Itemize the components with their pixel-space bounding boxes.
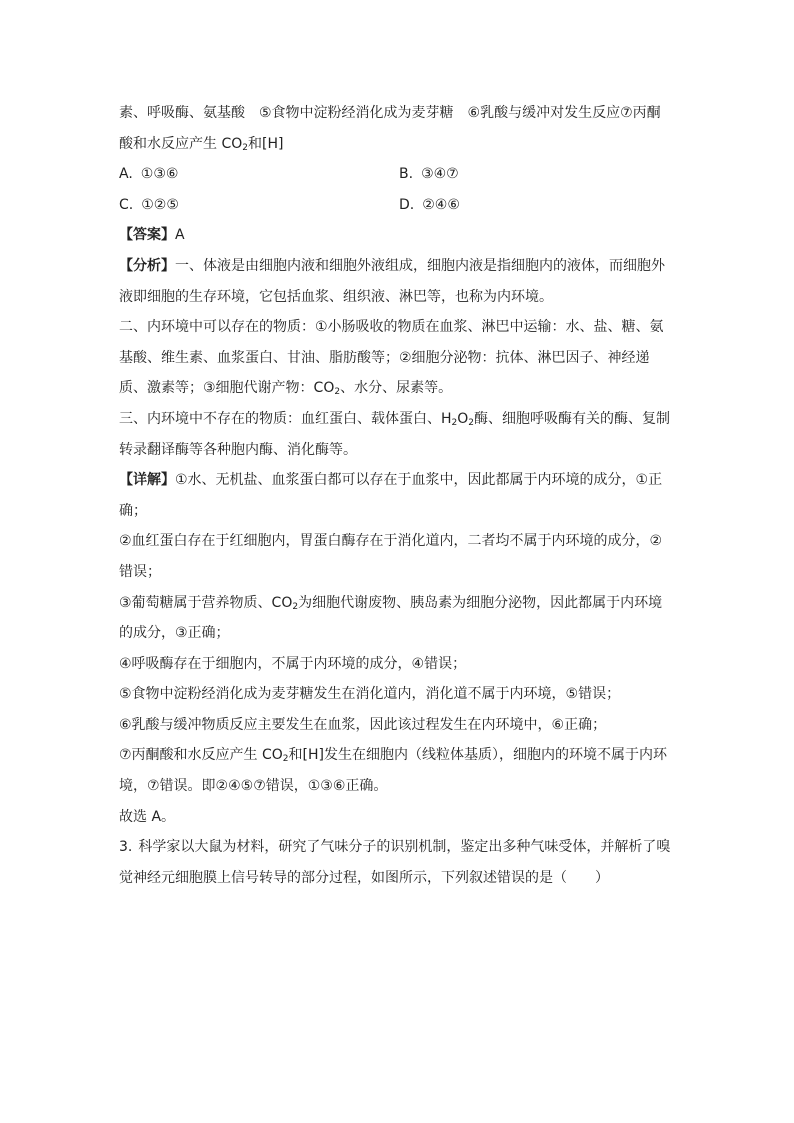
analysis-text: 转录翻译酶等各种胞内酶、消化酶等。 [119,441,357,458]
detail-line [119,740,679,771]
option-c [119,190,399,221]
analysis-tag: 【分析】 [119,257,175,274]
analysis-text: O [457,410,469,427]
detail-text: ①水、无机盐、血浆蛋白都可以存在于血浆中，因此都属于内环境的成分，①正 [175,472,663,489]
subscript: 2 [242,142,248,153]
option-label: D. [399,196,415,213]
analysis-line [119,373,679,404]
option-label: A. [119,166,133,183]
question-3-line [119,863,679,894]
option-a [119,159,399,190]
stem-text: 和[H] [247,135,284,152]
detail-line [119,649,679,680]
option-label: C. [119,196,134,213]
analysis-text: 三、内环境中不存在的物质：血红蛋白、载体蛋白、H [119,410,452,427]
analysis-text: 一、体液是由细胞内液和细胞外液组成，细胞内液是指细胞内的液体，而细胞外 [175,257,665,274]
detail-line [119,710,679,741]
detail-tag: 【详解】 [119,472,175,489]
options-row [119,190,679,221]
detail-text: ④呼吸酶存在于细胞内，不属于内环境的成分，④错误； [119,655,467,672]
subscript: 2 [282,754,289,765]
detail-text: 的成分，③正确； [119,625,230,642]
detail-line [119,679,679,710]
answer-value: A [175,227,185,244]
analysis-text: 液即细胞的生存环境，它包括血浆、组织液、淋巴等，也称为内环境。 [119,288,553,305]
stem-text: 酸和水反应产生 CO [119,135,243,152]
subscript: 2 [334,387,341,398]
detail-text: ⑥乳酸与缓冲物质反应主要发生在血浆，因此该过程发生在内环境中，⑥正确； [119,716,607,733]
option-b [399,159,679,190]
question-3-stem: 科学家以大鼠为材料，研究了气味分子的识别机制，鉴定出多种气味受体，并解析了嗅 [138,839,671,856]
analysis-line [119,282,679,313]
option-text: ②④⑥ [422,196,460,213]
analysis-line [119,251,679,282]
question-number: 3. [119,839,133,856]
analysis-text: 、水分、尿素等。 [340,380,453,397]
analysis-line [119,312,679,343]
conclusion-line [119,802,679,833]
option-text: ③④⑦ [421,166,459,183]
detail-line [119,618,679,649]
detail-line [119,588,679,619]
subscript: 2 [451,417,458,428]
stem-text: 素、呼吸酶、氨基酸 ⑤食物中淀粉经消化成为麦芽糖 ⑥乳酸与缓冲对发生反应⑦丙酮 [119,105,661,121]
detail-line [119,557,679,588]
analysis-line [119,435,679,466]
detail-line [119,496,679,527]
question-stem-line [119,129,679,160]
detail-text: 为细胞代谢废物、胰岛素为细胞分泌物，因此都属于内环境 [298,594,663,611]
subscript: 2 [468,417,475,428]
detail-text: ⑤食物中淀粉经消化成为麦芽糖发生在消化道内，消化道不属于内环境，⑤错误； [119,686,621,703]
subscript: 2 [292,601,299,612]
option-label: B. [399,166,414,183]
detail-text: 确； [119,502,147,519]
analysis-text: 酶、细胞呼吸酶有关的酶、复制 [474,410,671,427]
detail-text: ②血红蛋白存在于红细胞内，胃蛋白酶存在于消化道内，二者均不属于内环境的成分，② [119,533,663,550]
detail-line [119,526,679,557]
conclusion-text: 故选 A。 [119,808,176,825]
answer-line [119,220,679,251]
analysis-line [119,343,679,374]
document-content [119,98,679,893]
analysis-text: 基酸、维生素、血浆蛋白、甘油、脂肪酸等；②细胞分泌物：抗体、淋巴因子、神经递 [119,349,650,366]
question-stem-line [119,98,679,129]
option-text: ①③⑥ [140,166,179,183]
analysis-text: 二、内环境中可以存在的物质：①小肠吸收的物质在血浆、淋巴中运输：水、盐、糖、氨 [119,319,664,336]
detail-text: 和[H]发生在细胞内（线粒体基质），细胞内的环境不属于内环 [288,747,667,764]
analysis-line [119,404,679,435]
question-3-stem: 觉神经元细胞膜上信号转导的部分过程，如图所示，下列叙述错误的是（ ） [119,869,609,886]
detail-text: 错误； [119,563,161,580]
question-3-line [119,832,679,863]
detail-text: ③葡萄糖属于营养物质、CO [119,594,293,611]
option-text: ①②⑤ [141,196,179,213]
answer-tag: 【答案】 [119,227,175,244]
options-row [119,159,679,190]
option-d [399,190,679,221]
detail-text: ⑦丙酮酸和水反应产生 CO [119,747,283,764]
detail-text: 境，⑦错误。即②④⑤⑦错误，①③⑥正确。 [119,778,388,795]
analysis-text: 质、激素等；③细胞代谢产物：CO [119,380,335,397]
detail-line [119,771,679,802]
detail-line [119,465,679,496]
